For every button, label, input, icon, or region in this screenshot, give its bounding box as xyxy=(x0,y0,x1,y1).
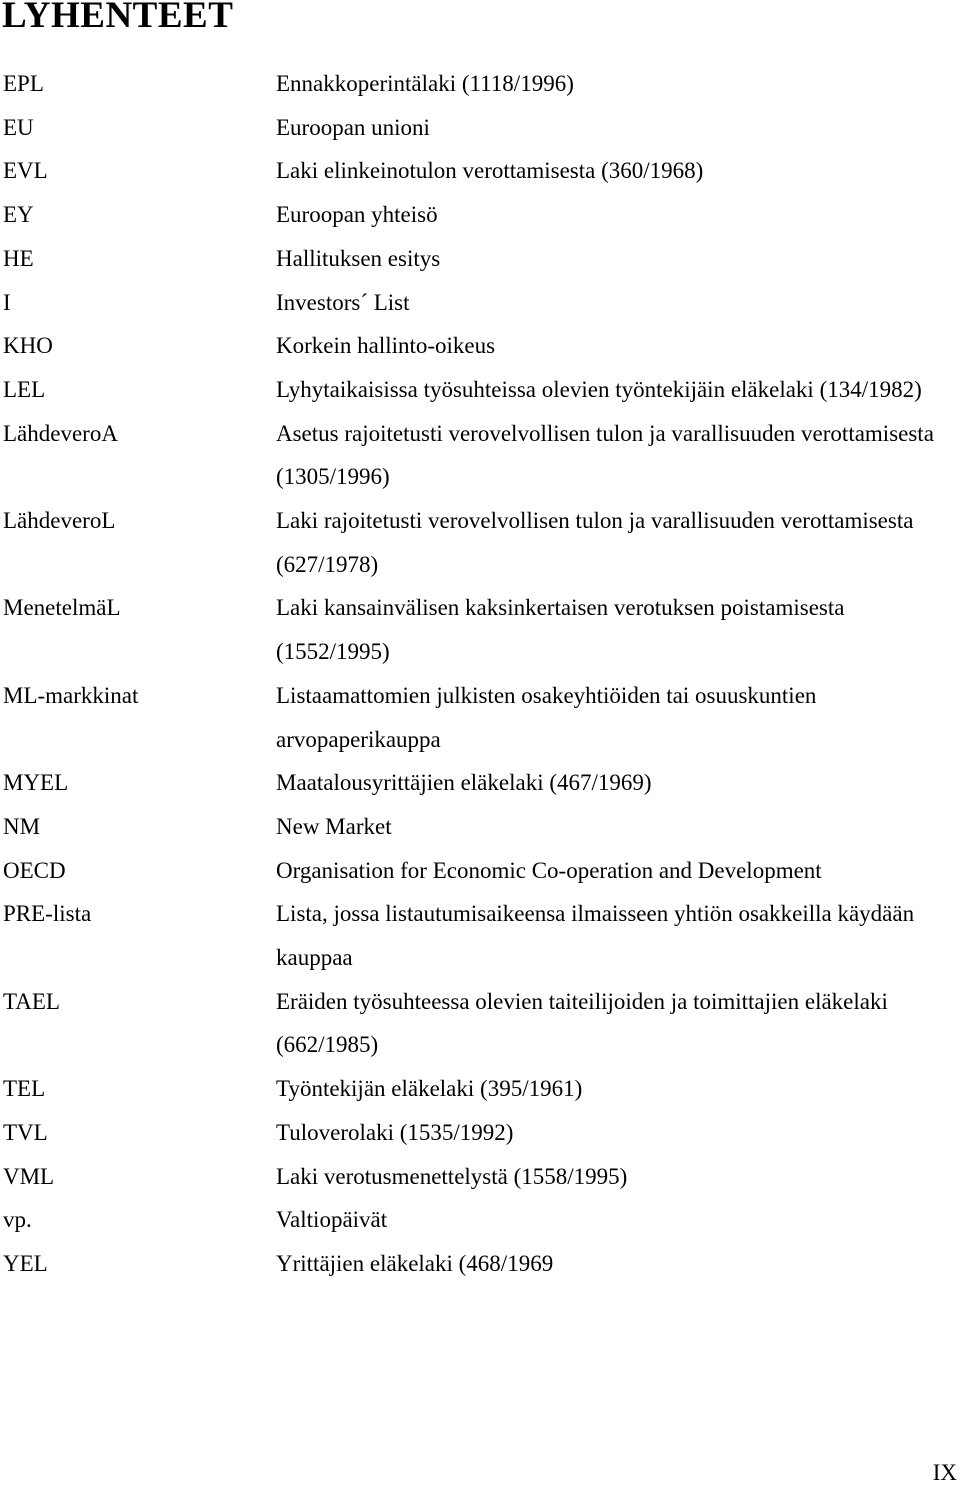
abbreviation-term: EY xyxy=(3,202,34,228)
abbreviation-term: OECD xyxy=(3,857,66,883)
abbreviation-term: EVL xyxy=(3,158,48,184)
abbreviation-definition: Hallituksen esitys xyxy=(276,245,441,271)
abbreviation-term: LEL xyxy=(3,376,46,402)
abbreviation-term: MenetelmäL xyxy=(3,595,121,621)
abbreviation-term: NM xyxy=(3,813,41,839)
abbreviation-term: KHO xyxy=(3,333,53,359)
abbreviation-definition: Laki elinkeinotulon verottamisesta (360/1968) xyxy=(276,158,704,184)
abbreviation-definition: Asetus rajoitetusti verovelvollisen tulon ja varallisuuden verottamisesta (1305/1996) xyxy=(276,420,934,490)
abbreviation-entry-epl xyxy=(0,62,960,106)
abbreviation-entry-tael xyxy=(0,980,960,1067)
abbreviation-definition: Listaamattomien julkisten osakeyhtiöiden tai osuuskuntien arvopaperikauppa xyxy=(276,682,817,752)
abbreviation-definition: Yrittäjien eläkelaki (468/1969 xyxy=(276,1250,554,1276)
abbreviation-definition: Laki rajoitetusti verovelvollisen tulon ja varallisuuden verottamisesta (627/1978) xyxy=(276,508,914,577)
abbreviation-definition: Lyhytaikaisissa työsuhteissa olevien työntekijäin eläkelaki (134/1982) xyxy=(276,376,922,402)
abbreviation-term: vp. xyxy=(3,1207,32,1233)
abbreviation-entry-evl xyxy=(0,149,960,193)
abbreviation-term: MYEL xyxy=(3,770,69,796)
abbreviation-definition: Ennakkoperintälaki (1118/1996) xyxy=(276,71,574,96)
abbreviation-entry-yel xyxy=(0,1242,960,1286)
abbreviation-entry-tvl xyxy=(0,1111,960,1155)
abbreviation-definition: Valtiopäivät xyxy=(276,1207,388,1233)
abbreviation-definition: Investors´ List xyxy=(276,289,410,315)
abbreviation-entry-nm xyxy=(0,805,960,849)
abbreviation-term: LähdeveroA xyxy=(3,420,118,446)
abbreviation-entry-tel xyxy=(0,1067,960,1111)
abbreviation-term: VML xyxy=(3,1163,55,1189)
abbreviation-entry-eu xyxy=(0,106,960,150)
abbreviation-term: LähdeveroL xyxy=(3,508,116,534)
abbreviation-definition: Euroopan unioni xyxy=(276,114,430,140)
abbreviation-definition: Laki kansainvälisen kaksinkertaisen verotuksen poistamisesta (1552/1995) xyxy=(276,595,845,665)
abbreviation-entry-ey xyxy=(0,193,960,237)
abbreviation-definition: Eräiden työsuhteessa olevien taiteilijoiden ja toimittajien eläkelaki (662/1985) xyxy=(276,988,888,1058)
abbreviation-term: HE xyxy=(3,245,34,271)
abbreviation-entry-i xyxy=(0,281,960,325)
abbreviation-entry-myel xyxy=(0,761,960,805)
abbreviation-term: ML-markkinat xyxy=(3,682,139,708)
abbreviation-term: YEL xyxy=(3,1250,48,1276)
abbreviation-entry-lahdeverol xyxy=(0,499,960,586)
abbreviation-term: TVL xyxy=(3,1119,48,1145)
abbreviation-entry-lel xyxy=(0,368,960,412)
abbreviation-entry-menetelmal xyxy=(0,586,960,673)
abbreviation-entry-vp xyxy=(0,1198,960,1242)
abbreviation-term: PRE-lista xyxy=(3,901,92,927)
abbreviation-entry-pre-lista xyxy=(0,892,960,979)
abbreviation-entry-he xyxy=(0,237,960,281)
abbreviation-term: TEL xyxy=(3,1076,46,1102)
abbreviation-entry-kho xyxy=(0,324,960,368)
abbreviation-term: EPL xyxy=(3,71,44,96)
abbreviation-term: I xyxy=(3,289,11,315)
abbreviation-entry-ml-markkinat xyxy=(0,674,960,761)
abbreviation-definition: Laki verotusmenettelystä (1558/1995) xyxy=(276,1163,628,1189)
page-number: IX xyxy=(932,1460,957,1485)
abbreviation-list xyxy=(0,62,960,1286)
abbreviation-entry-lahdeveroa xyxy=(0,412,960,499)
abbreviation-definition: Tuloverolaki (1535/1992) xyxy=(276,1119,514,1145)
abbreviation-definition: Maatalousyrittäjien eläkelaki (467/1969) xyxy=(276,770,652,796)
abbreviation-definition: Organisation for Economic Co-operation and Development xyxy=(276,857,822,883)
abbreviation-definition: Työntekijän eläkelaki (395/1961) xyxy=(276,1076,583,1102)
abbreviation-definition: Lista, jossa listautumisaikeensa ilmaisseen yhtiön osakkeilla käydään kauppaa xyxy=(276,901,915,971)
page-title: LYHENTEET xyxy=(2,0,234,36)
abbreviation-definition: New Market xyxy=(276,813,392,839)
abbreviation-definition: Euroopan yhteisö xyxy=(276,202,438,228)
abbreviation-entry-vml xyxy=(0,1155,960,1199)
abbreviation-definition: Korkein hallinto-oikeus xyxy=(276,333,496,359)
abbreviation-entry-oecd xyxy=(0,849,960,893)
abbreviation-term: EU xyxy=(3,114,34,140)
abbreviation-term: TAEL xyxy=(3,988,60,1014)
